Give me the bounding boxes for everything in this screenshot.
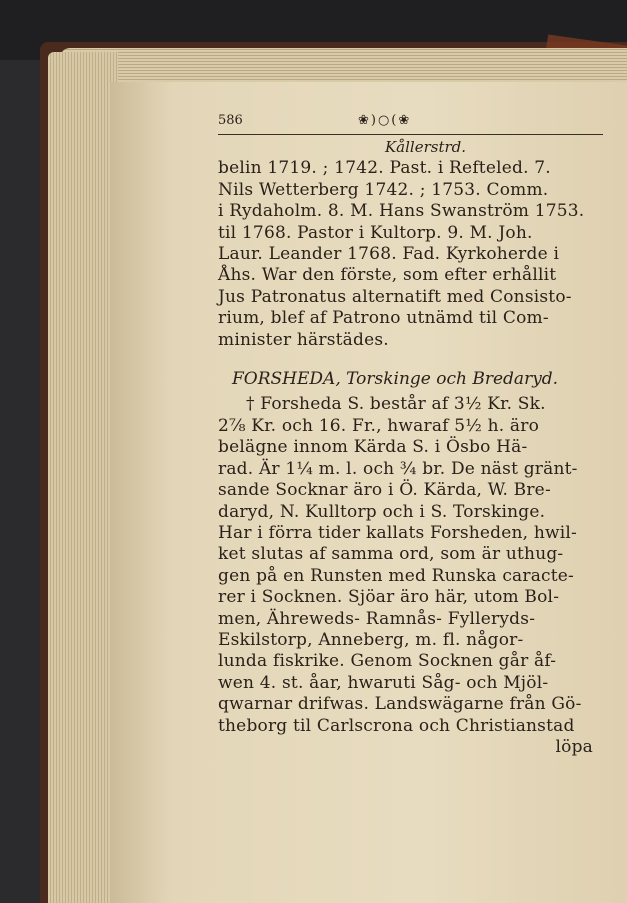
section-title: FORSHEDA, Torskinge och Bredaryd. (232, 369, 559, 390)
text-line: gen på en Runsten med Runska caracte- (218, 565, 574, 586)
text-line: rer i Socknen. Sjöar äro här, utom Bol- (218, 587, 560, 608)
text-line: 2⅞ Kr. och 16. Fr., hwaraf 5½ h. äro (218, 415, 540, 436)
text-line: lunda fiskrike. Genom Socknen går åf- (218, 651, 557, 672)
text-line: men, Ähreweds- Ramnås- Fylleryds- (218, 608, 536, 629)
text-line: ket slutas af samma ord, som är uthug- (218, 544, 564, 565)
text-line: qwarnar drifwas. Landswägarne från Gö- (218, 694, 582, 715)
text-line: Har i förra tider kallats Forsheden, hwil- (218, 522, 577, 543)
text-line: Jus Patronatus alternatift med Consisto- (218, 286, 572, 307)
text-line: belin 1719. ; 1742. Past. i Refteled. 7. (218, 158, 551, 179)
paragraph-2 (218, 394, 603, 737)
text-line: rad. Är 1¼ m. l. och ¾ br. De näst gränt- (218, 458, 578, 479)
text-line: daryd, N. Kulltorp och i S. Torskinge. (218, 501, 546, 522)
text-line: Åhs. War den förste, som efter erhållit (218, 265, 557, 286)
header-ornament: ❀)○(❀ (358, 113, 412, 128)
text-line: Eskilstorp, Anneberg, m. fl. någor- (218, 629, 524, 650)
text-line: sande Socknar äro i Ö. Kärda, W. Bre- (218, 480, 551, 501)
text-line: theborg til Carlscrona och Christianstad (218, 715, 575, 736)
text-line: rium, blef af Patrono utnämd til Com- (218, 308, 549, 329)
running-head: Kållerstrd. (384, 138, 467, 156)
catchword: löpa (555, 736, 593, 757)
text-line: Nils Wetterberg 1742. ; 1753. Comm. (218, 179, 549, 200)
text-line: Laur. Leander 1768. Fad. Kyrkoherde i (218, 244, 560, 265)
text-line: i Rydaholm. 8. M. Hans Swanström 1753. (218, 201, 585, 222)
text-line: wen 4. st. åar, hwaruti Såg- och Mjöl- (218, 672, 549, 693)
text-line: † Forsheda S. består af 3½ Kr. Sk. (246, 394, 546, 415)
text-line: minister härstädes. (218, 329, 389, 350)
page-header (218, 110, 603, 130)
page-text (218, 110, 603, 758)
text-line: til 1768. Pastor i Kultorp. 9. M. Joh. (218, 222, 533, 243)
page-edges-side (48, 52, 118, 903)
header-rule (218, 134, 603, 135)
page-number: 586 (218, 113, 243, 128)
paragraph-1 (218, 158, 603, 351)
text-line: belägne innom Kärda S. i Ösbo Hä- (218, 437, 528, 458)
